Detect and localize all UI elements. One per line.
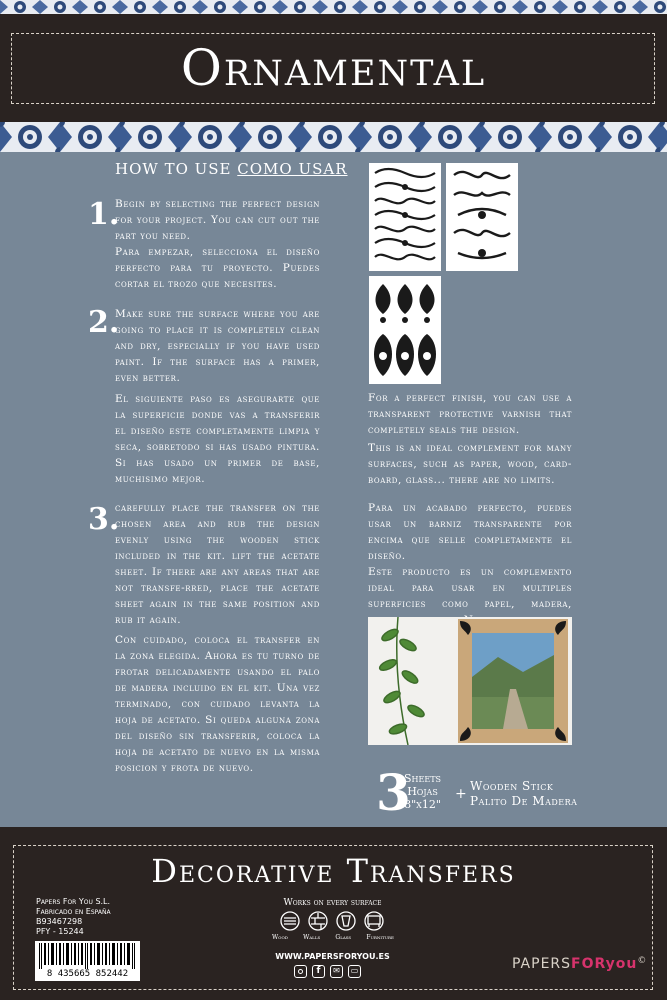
step-text-en: Make sure the surface where you are going to place it is completely clean and dry, especially if you have used paint. If the surface has a primer, even better. [115, 308, 320, 384]
barcode-number: 8 435665 852442 [46, 969, 129, 979]
barcode [35, 941, 140, 981]
email-icon[interactable]: ✉ [330, 965, 343, 978]
company-info [36, 897, 146, 937]
page-title: Ornamental [180, 39, 487, 97]
social-icons [294, 965, 361, 978]
step-text-es: Con cuidado, coloca el transfer en la zona elegida. Ahora es tu turno de frotar delicadamente usando el palo de madera incluido en el kit. Una vez terminado, con cuidado levanta la hoja de acetato. Si queda alguna zona del diseño sin transferir, coloca la hoja de acetato de nuevo en la misma posicion y frota de nuevo. [115, 634, 320, 774]
design-preview-card-corners [369, 276, 441, 384]
finish-es-1: Para un acabado perfecto, puedes usar un barniz transparente por encima que selle completamente el diseño. [368, 502, 572, 562]
surface-label: Glass [335, 934, 352, 941]
footer-title: Decorative Transfers [151, 852, 516, 890]
step-3 [115, 500, 320, 776]
step-number: 2. [88, 305, 120, 340]
glass-icon [337, 912, 355, 930]
made-in: Fabricado en España [36, 907, 111, 916]
finish-text-en [368, 390, 572, 488]
step-text-es: Para empezar, selecciona el diseño perfecto para tu proyecto. Puedes cortar el trozo que necesites. [115, 246, 320, 290]
website-link[interactable]: WWW.PAPERSFORYOU.ES [275, 952, 390, 961]
kit-count: 3 [376, 763, 411, 822]
step-text-es: El siguiente paso es asegurarte que la superficie donde vas a transferir el diseño este completamente limpia y seca, sobretodo si has usado pintura. Si has usado un primer de base, muchisimo mejor. [115, 393, 320, 485]
step-number: 3. [88, 502, 120, 537]
surface-label: Furniture [366, 934, 394, 941]
kit-plus: + [455, 786, 467, 802]
brand-logo [512, 956, 647, 972]
design-preview-card-borders [369, 163, 441, 271]
kit-stick-info [470, 779, 577, 809]
surface-icons [278, 910, 388, 932]
surface-label: Walls [303, 934, 321, 941]
surface-label: Wood [272, 934, 288, 941]
tile-pattern [0, 0, 667, 14]
finish-en-1: For a perfect finish, you can use a transparent protective varnish that completely seals the design. [368, 392, 572, 436]
decorated-frame-illustration [368, 617, 572, 745]
design-preview-card-dividers [446, 163, 518, 271]
howto-heading-en: HOW TO USE [115, 160, 238, 178]
howto-heading-es: COMO USAR [237, 160, 348, 178]
top-tile-strip [0, 0, 667, 14]
surface-icons-row [278, 910, 388, 932]
kit-sheets-en: Sheets [404, 772, 442, 785]
facebook-icon[interactable]: f [312, 965, 325, 978]
tile-pattern [0, 122, 667, 152]
finish-es-2: Este producto es un complemento ideal para usar en multiples superficies como papel, madera, [368, 566, 572, 610]
brand-for: FOR [571, 956, 606, 972]
howto-heading [115, 160, 348, 178]
step-text-en: carefully place the transfer on the chosen area and rub the design evenly using the wooden stick included in the kit. lift the acetate sheet. If there are any areas that are not transfe-rred, place the acetate sheet again in the same position and rub it again. [115, 502, 320, 626]
finish-text-es [368, 500, 572, 628]
step-1 [115, 196, 320, 292]
ornament-borders-icon [369, 163, 441, 271]
finish-en-2: This is an ideal complement for many surfaces, such as paper, wood, card-board, glass... there are no limits. [368, 442, 572, 486]
product-ref: PFY - 15244 [36, 927, 84, 936]
kit-size: 8"x12" [404, 798, 441, 811]
company-name: Papers For You S.L. [36, 897, 111, 906]
surface-labels [272, 934, 394, 941]
instagram-icon[interactable] [294, 965, 307, 978]
brand-papers: PAPERS [512, 956, 572, 972]
middle-tile-strip [0, 122, 667, 152]
step-number: 1. [88, 197, 120, 232]
ornament-corners-icon [369, 276, 441, 384]
copyright-symbol: © [637, 956, 648, 966]
kit-sheets-info [404, 772, 441, 811]
step-text-en: Begin by selecting the perfect design for your project. You can cut out the part you need. [115, 198, 320, 242]
kit-stick-es: Palito De Madera [470, 794, 578, 808]
ornament-dividers-icon [446, 163, 518, 271]
vat-number: B93467298 [36, 917, 83, 926]
kit-stick-en: Wooden Stick [470, 779, 554, 793]
works-on-heading: Works on every surface [283, 898, 382, 908]
barcode-bars [35, 941, 140, 969]
step-2 [115, 306, 320, 487]
example-photo [368, 617, 572, 745]
brand-you: you [605, 956, 638, 972]
kit-sheets-es: Hojas [407, 785, 438, 798]
chat-icon[interactable]: ▭ [348, 965, 361, 978]
